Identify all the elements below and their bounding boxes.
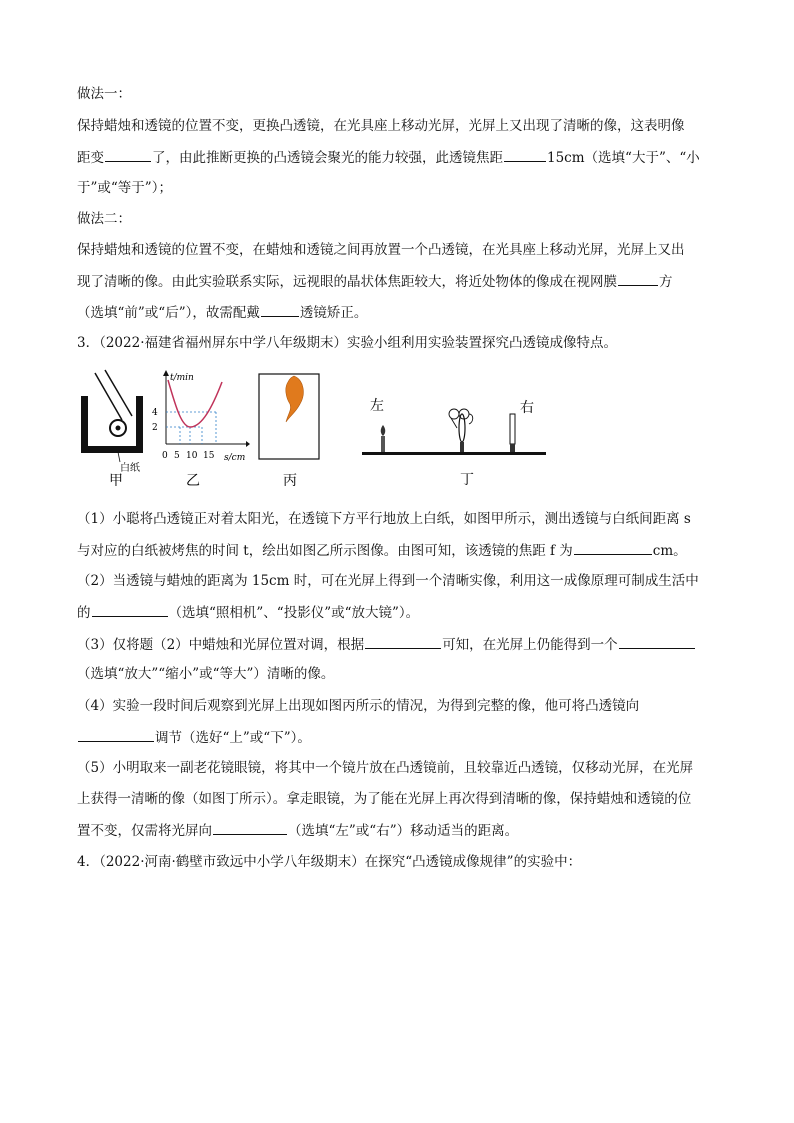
method1-heading: 做法一：: [77, 86, 131, 102]
answer-blank[interactable]: [213, 820, 287, 835]
answer-blank[interactable]: [92, 602, 168, 617]
method2-heading: 做法二：: [77, 211, 131, 227]
method2-line2: 现了清晰的像。由此实验联系实际，远视眼的晶状体焦距较大，将近处物体的像成在视网膜 方: [77, 271, 673, 292]
figure-bing: [256, 372, 326, 486]
q3-part4-line2: 调节（选好“上”或“下”）。: [77, 727, 311, 748]
answer-blank[interactable]: [504, 147, 546, 162]
holder-stick: [105, 370, 132, 416]
y-tick-label: 4: [152, 408, 158, 418]
y-axis-label: t/min: [170, 373, 194, 383]
light-screen: [510, 414, 515, 452]
x-tick-label: 10: [186, 451, 198, 461]
q3-part5-line3: 置不变，仅需将光屏向 （选填“左”或“右”）移动适当的距离。: [77, 820, 518, 841]
method1-line3: 于”或“等于”）；: [77, 180, 172, 196]
answer-blank[interactable]: [574, 540, 652, 555]
figure-caption-ding: 丁: [460, 472, 474, 486]
y-tick-label: 2: [152, 423, 158, 433]
figure-ding: [358, 392, 554, 486]
dashed-guides: [166, 412, 216, 444]
q3-part4-line1: （4）实验一段时间后观察到光屏上出现如图丙所示的情况，为得到完整的像，他可将凸透镜向: [77, 698, 640, 714]
answer-blank[interactable]: [365, 634, 441, 649]
convex-lens-with-glasses: [449, 409, 473, 452]
q3-part5-line1: （5）小明取来一副老花镜眼镜，将其中一个镜片放在凸透镜前，且较靠近凸透镜，仅移动光屏，在光屏: [77, 760, 694, 776]
holder-stick: [95, 373, 122, 420]
figure-yi-graph: [146, 368, 250, 486]
x-axis-arrow: [246, 441, 250, 447]
q3-part3-line2: （选填“放大”“缩小”或“等大”）清晰的像。: [77, 666, 335, 682]
method2-line3: （选填“前”或“后”），故需配戴 透镜矫正。: [77, 302, 367, 323]
q3-part2-line2: 的 （选填“照相机”、“投影仪”或“放大镜”）。: [77, 602, 419, 623]
question4-stem: 4．（2022·河南·鹤壁市致远中小学八年级期末）在探究“凸透镜成像规律”的实验中：: [77, 854, 582, 870]
q3-part3-line1: （3）仅将题（2）中蜡烛和光屏位置对调，根据 可知，在光屏上仍能得到一个: [77, 634, 696, 655]
question3-stem: 3．（2022·福建省福州屏东中学八年级期末）实验小组利用实验装置探究凸透镜成像特点。: [77, 335, 617, 351]
figure-caption-bing: 丙: [283, 473, 297, 486]
label-pointer: [118, 452, 120, 462]
paper-label: 白纸: [120, 463, 140, 474]
y-axis-arrow: [163, 370, 169, 376]
right-label: 右: [520, 400, 534, 416]
q3-part1-line1: （1）小聪将凸透镜正对着太阳光，在透镜下方平行地放上白纸，如图甲所示，测出透镜与白纸间距离 s: [77, 511, 691, 527]
answer-blank[interactable]: [618, 271, 658, 286]
answer-blank[interactable]: [78, 727, 154, 742]
optical-bench: [362, 452, 546, 455]
time-distance-curve: [168, 380, 222, 427]
candle: [381, 425, 386, 452]
x-axis-label: s/cm: [224, 453, 246, 463]
left-label: 左: [370, 398, 384, 414]
x-tick-label: 0: [162, 451, 168, 461]
figure-caption-jia: 甲: [109, 473, 123, 486]
answer-blank[interactable]: [105, 147, 151, 162]
method1-line1: 保持蜡烛和透镜的位置不变，更换凸透镜，在光具座上移动光屏，光屏上又出现了清晰的像，这表明像: [77, 118, 685, 134]
method2-line1: 保持蜡烛和透镜的位置不变，在蜡烛和透镜之间再放置一个凸透镜，在光具座上移动光屏，光屏上又出: [77, 242, 685, 258]
q3-part5-line2: 上获得一清晰的像（如图丁所示）。拿走眼镜，为了能在光屏上再次得到清晰的像，保持蜡烛和透镜的位: [77, 791, 692, 807]
x-tick-label: 15: [203, 451, 215, 461]
x-tick-label: 5: [174, 451, 180, 461]
lens-center: [116, 426, 121, 431]
answer-blank[interactable]: [261, 302, 299, 317]
answer-blank[interactable]: [619, 634, 695, 649]
q3-part2-line1: （2）当透镜与蜡烛的距离为 15cm 时，可在光屏上得到一个清晰实像，利用这一成像原理可制成生活中: [77, 573, 699, 589]
method1-line2: 距变 了，由此推断更换的凸透镜会聚光的能力较强，此透镜焦距 15cm（选填“大于”、“小: [77, 147, 700, 168]
q3-part1-line2: 与对应的白纸被烤焦的时间 t，绘出如图乙所示图像。由图可知，该透镜的焦距 f 为 cm。: [77, 540, 687, 561]
figure-caption-yi: 乙: [186, 473, 200, 486]
